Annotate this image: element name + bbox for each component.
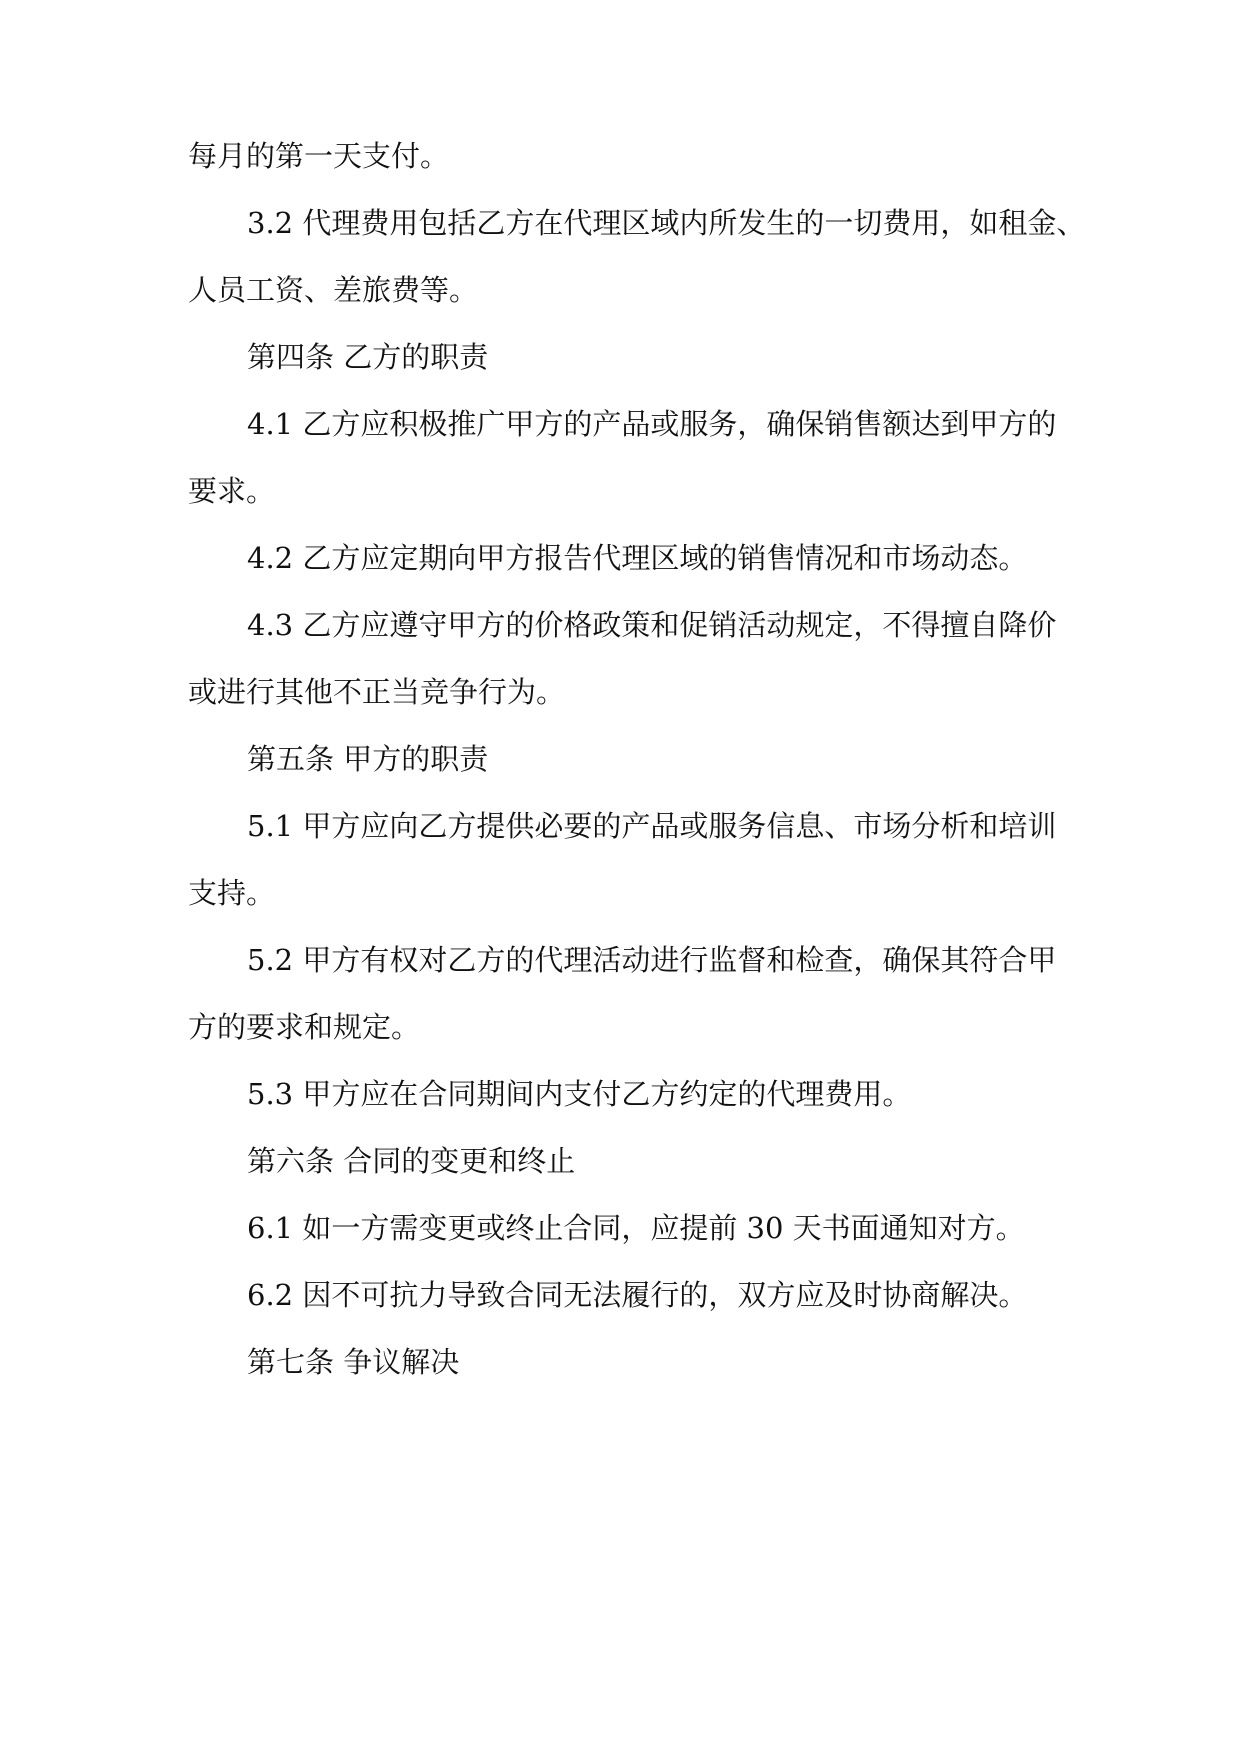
text-line: 方的要求和规定。 (188, 1010, 421, 1044)
text-line: 每月的第一天支付。 (188, 139, 450, 173)
text-line: 6.1 如一方需变更或终止合同，应提前 30 天书面通知对方。 (247, 1211, 1025, 1245)
section-heading: 第四条 乙方的职责 (247, 340, 489, 374)
section-heading: 第七条 争议解决 (247, 1345, 460, 1379)
text-line: 6.2 因不可抗力导致合同无法履行的，双方应及时协商解决。 (247, 1278, 1028, 1312)
text-line: 5.3 甲方应在合同期间内支付乙方约定的代理费用。 (247, 1077, 912, 1111)
text-line: 支持。 (188, 876, 276, 910)
text-line: 4.3 乙方应遵守甲方的价格政策和促销活动规定，不得擅自降价 (247, 608, 1057, 642)
text-line: 要求。 (188, 474, 276, 508)
text-line: 4.2 乙方应定期向甲方报告代理区域的销售情况和市场动态。 (247, 541, 1028, 575)
section-heading: 第六条 合同的变更和终止 (247, 1144, 576, 1178)
text-line: 5.1 甲方应向乙方提供必要的产品或服务信息、市场分析和培训 (247, 809, 1057, 843)
section-heading: 第五条 甲方的职责 (247, 742, 489, 776)
text-line: 人员工资、差旅费等。 (188, 273, 479, 307)
text-line: 4.1 乙方应积极推广甲方的产品或服务，确保销售额达到甲方的 (247, 407, 1057, 441)
text-line: 5.2 甲方有权对乙方的代理活动进行监督和检查，确保其符合甲 (247, 943, 1057, 977)
text-line: 或进行其他不正当竞争行为。 (188, 675, 566, 709)
text-line: 3.2 代理费用包括乙方在代理区域内所发生的一切费用，如租金、 (247, 206, 1086, 240)
